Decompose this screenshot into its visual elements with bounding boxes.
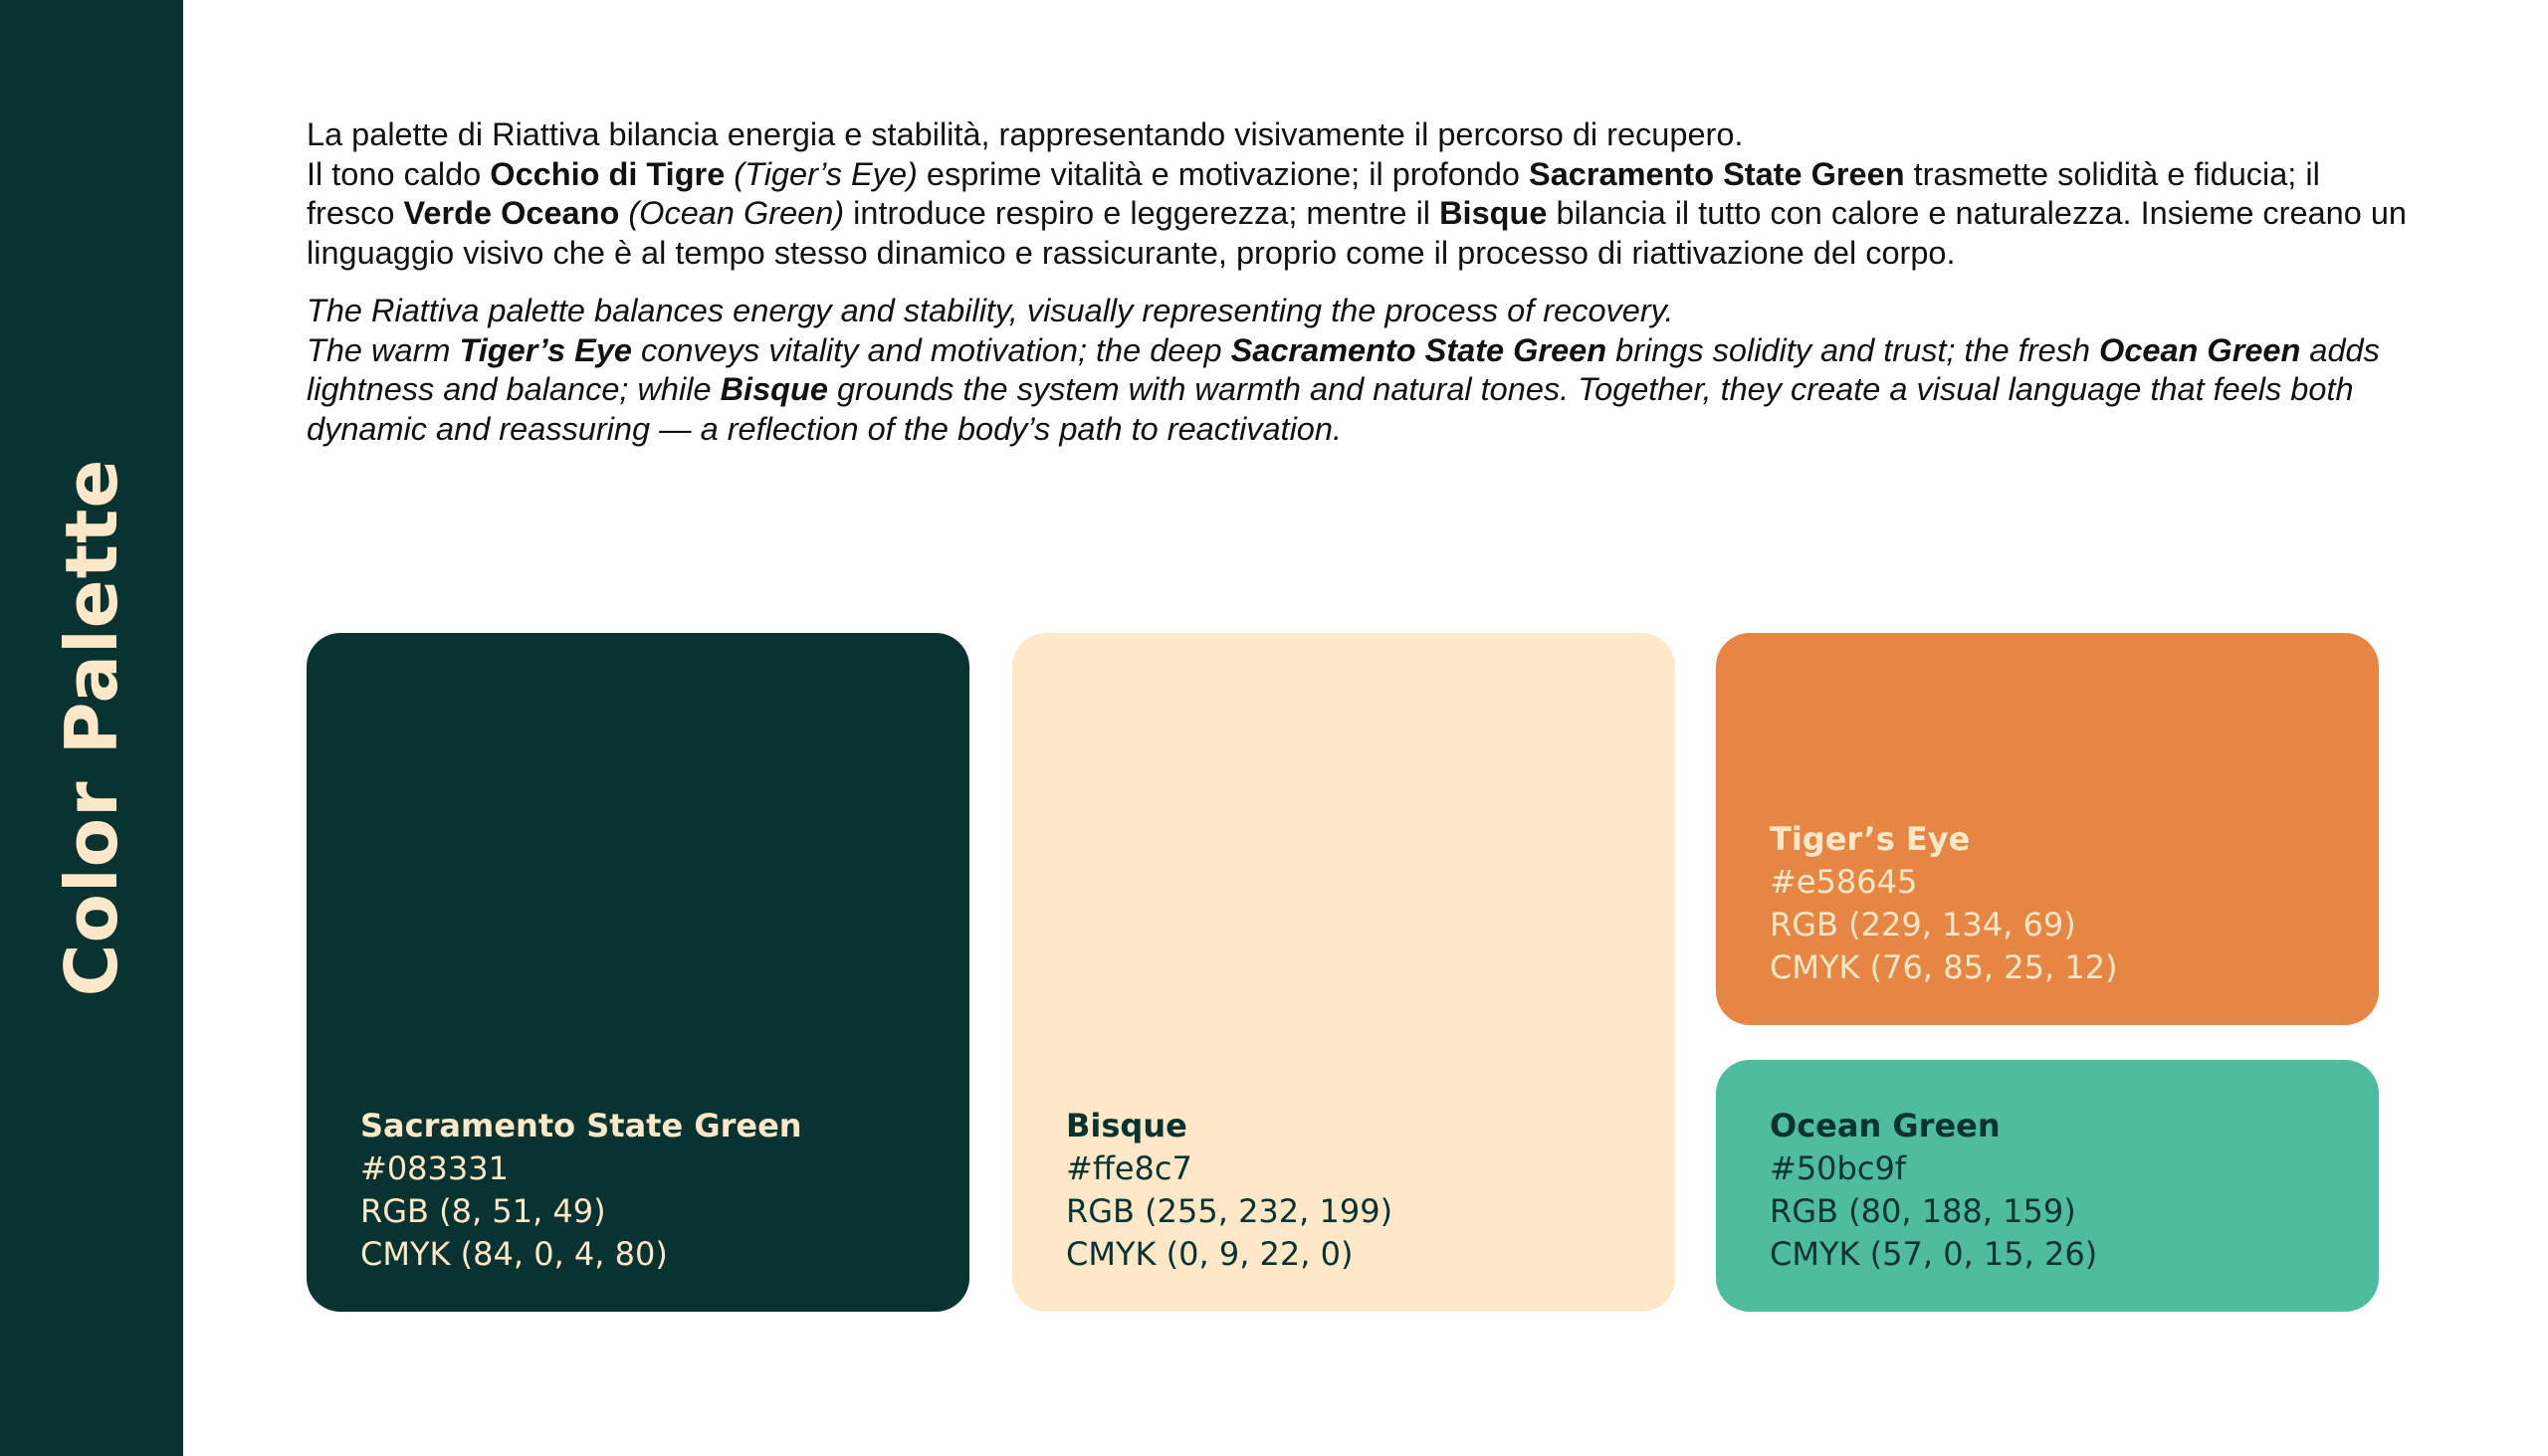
sidebar xyxy=(0,0,183,1456)
swatch-cmyk: CMYK (57, 0, 15, 26) xyxy=(1770,1235,2098,1273)
italian-color-name: Bisque xyxy=(1439,195,1548,231)
swatch-tigers-eye xyxy=(1716,633,2379,1025)
swatch-hex: #083331 xyxy=(360,1149,509,1187)
swatch-hex: #50bc9f xyxy=(1770,1149,1907,1187)
swatch-sacramento-state-green xyxy=(307,633,969,1312)
english-text: adds lightness and balance; while xyxy=(307,331,2380,407)
english-text: conveys vitality and motivation; the deep xyxy=(631,331,1231,368)
swatch-info xyxy=(360,1105,802,1276)
english-color-name: Ocean Green xyxy=(2099,331,2301,368)
swatch-info xyxy=(1066,1105,1392,1276)
italian-text: trasmette solidità e fiducia; il fresco xyxy=(307,155,2320,231)
swatch-name: Sacramento State Green xyxy=(360,1107,802,1144)
description-italian xyxy=(307,115,2417,273)
swatch-info xyxy=(1770,1105,2097,1276)
swatch-name: Bisque xyxy=(1066,1107,1187,1144)
italian-color-name: Verde Oceano xyxy=(403,195,620,231)
page-title: Color Palette xyxy=(50,458,133,997)
swatch-ocean-green xyxy=(1716,1060,2379,1312)
swatch-cmyk: CMYK (84, 0, 4, 80) xyxy=(360,1235,668,1273)
english-text: grounds the system with warmth and natural tones. Together, they create a visual language that feels both dynamic and reassuring — a reflection of the body’s path to reactivation. xyxy=(307,371,2354,447)
italian-text: bilancia il tutto con calore e naturalezza. Insieme creano un linguaggio visivo che è al tempo stesso dinamico e rassicurante, proprio come il processo di riattivazione del corpo. xyxy=(307,195,2407,271)
english-text: brings solidity and trust; the fresh xyxy=(1606,331,2100,368)
italian-color-translation: (Tiger’s Eye) xyxy=(725,155,918,192)
italian-text: esprime vitalità e motivazione; il profondo xyxy=(917,155,1530,192)
swatch-bisque xyxy=(1012,633,1675,1312)
english-color-name: Bisque xyxy=(720,371,828,407)
italian-color-name: Sacramento State Green xyxy=(1529,155,1905,192)
italian-color-translation: (Ocean Green) xyxy=(619,195,845,231)
description-english xyxy=(307,292,2417,449)
swatch-info xyxy=(1770,818,2118,989)
swatch-rgb: RGB (80, 188, 159) xyxy=(1770,1192,2076,1230)
swatch-cmyk: CMYK (76, 85, 25, 12) xyxy=(1770,948,2118,986)
english-text: The warm xyxy=(307,331,460,368)
english-color-name: Tiger’s Eye xyxy=(459,331,632,368)
swatch-rgb: RGB (8, 51, 49) xyxy=(360,1192,606,1230)
swatch-cmyk: CMYK (0, 9, 22, 0) xyxy=(1066,1235,1354,1273)
swatch-rgb: RGB (229, 134, 69) xyxy=(1770,906,2076,943)
italian-text: Il tono caldo xyxy=(307,155,491,192)
italian-text: introduce respiro e leggerezza; mentre il xyxy=(844,195,1440,231)
swatch-hex: #ffe8c7 xyxy=(1066,1149,1192,1187)
english-color-name: Sacramento State Green xyxy=(1230,331,1607,368)
swatch-rgb: RGB (255, 232, 199) xyxy=(1066,1192,1393,1230)
swatch-name: Ocean Green xyxy=(1770,1107,2001,1144)
description xyxy=(307,115,2417,468)
italian-intro-line: La palette di Riattiva bilancia energia e stabilità, rappresentando visivamente il percorso di recupero. xyxy=(307,116,1744,152)
swatch-name: Tiger’s Eye xyxy=(1770,820,1971,858)
swatch-hex: #e58645 xyxy=(1770,863,1918,901)
english-intro-line: The Riattiva palette balances energy and stability, visually representing the process of recovery. xyxy=(307,293,1674,328)
italian-color-name: Occhio di Tigre xyxy=(490,155,726,192)
